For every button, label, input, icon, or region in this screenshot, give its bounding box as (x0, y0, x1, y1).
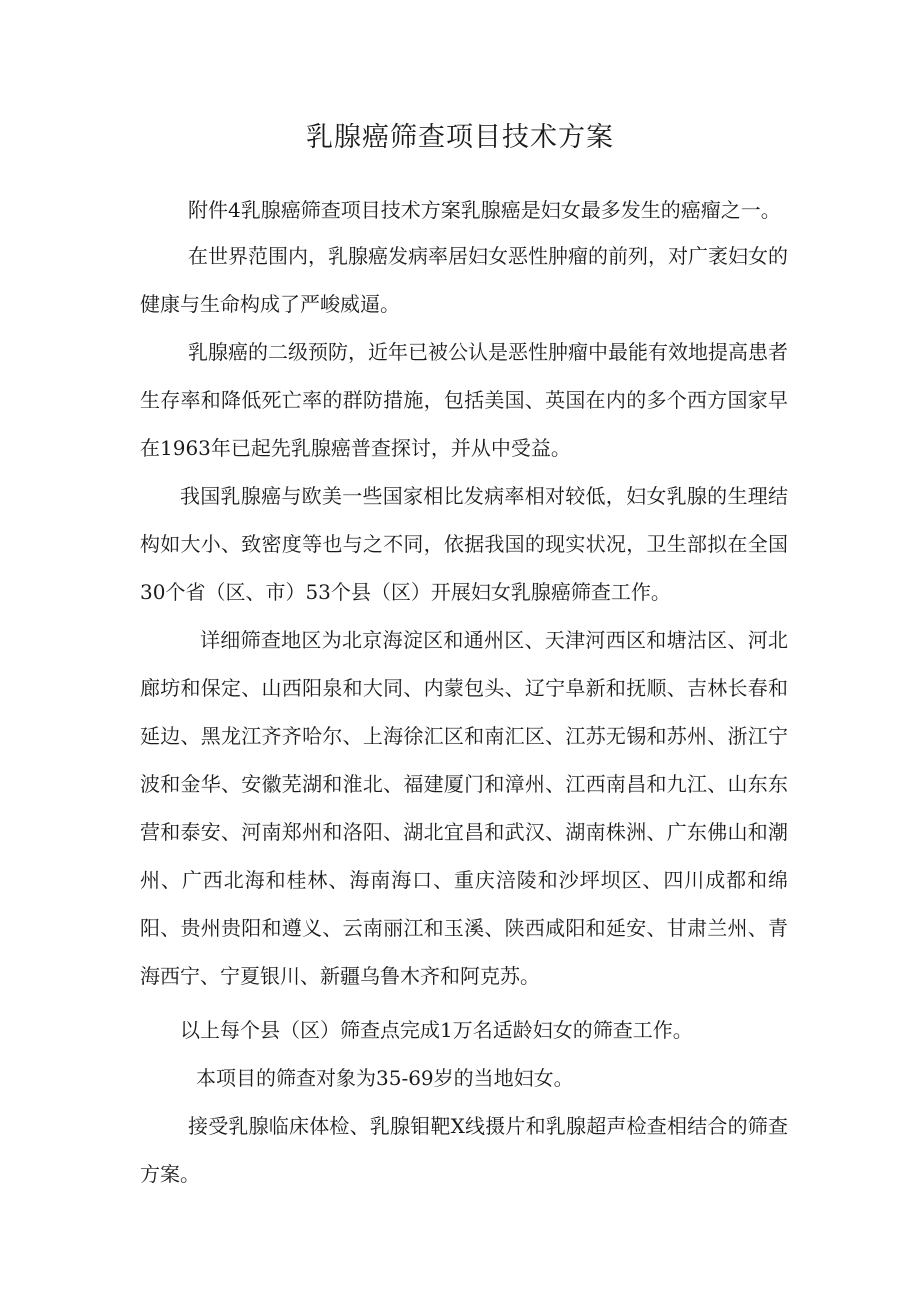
paragraph-2: 在世界范围内，乳腺癌发病率居妇女恶性肿瘤的前列，对广袤妇女的健康与生命构成了严峻威逼。 (140, 244, 788, 316)
paragraph-8: 接受乳腺临床体检、乳腺钼靶X线摄片和乳腺超声检查相结合的筛查方案。 (140, 1114, 788, 1186)
paragraph-6: 以上每个县（区）筛查点完成1万名适龄妇女的筛查工作。 (180, 1018, 693, 1042)
document-title: 乳腺癌筛查项目技术方案 (306, 122, 614, 153)
paragraph-5: 详细筛查地区为北京海淀区和通州区、天津河西区和塘沽区、河北廊坊和保定、山西阳泉和大同、内蒙包头、辽宁阜新和抚顺、吉林长春和延边、黑龙江齐齐哈尔、上海徐汇区和南汇区、江苏无锡和苏州、浙江宁波和金华、安徽芜湖和淮北、福建厦门和漳州、江西南昌和九江、山东东营和泰安、河南郑州和洛阳、湖北宜昌和武汉、湖南株洲、广东佛山和潮州、广西北海和桂林、海南海口、重庆涪陵和沙坪坝区、四川成都和绵阳、贵州贵阳和遵义、云南丽江和玉溪、陕西咸阳和延安、甘肃兰州、青海西宁、宁夏银川、新疆乌鲁木齐和阿克苏。 (140, 628, 788, 988)
paragraph-3: 乳腺癌的二级预防，近年已被公认是恶性肿瘤中最能有效地提高患者生存率和降低死亡率的群防措施，包括美国、英国在内的多个西方国家早在1963年已起先乳腺癌普查探讨，并从中受益。 (140, 340, 788, 460)
paragraph-7: 本项目的筛查对象为35-69岁的当地妇女。 (196, 1066, 574, 1090)
paragraph-4: 我国乳腺癌与欧美一些国家相比发病率相对较低，妇女乳腺的生理结构如大小、致密度等也与之不同，依据我国的现实状况，卫生部拟在全国30个省（区、市）53个县（区）开展妇女乳腺癌筛查工作。 (140, 484, 788, 604)
paragraph-1: 附件4乳腺癌筛查项目技术方案乳腺癌是妇女最多发生的癌瘤之一。 (188, 198, 781, 222)
